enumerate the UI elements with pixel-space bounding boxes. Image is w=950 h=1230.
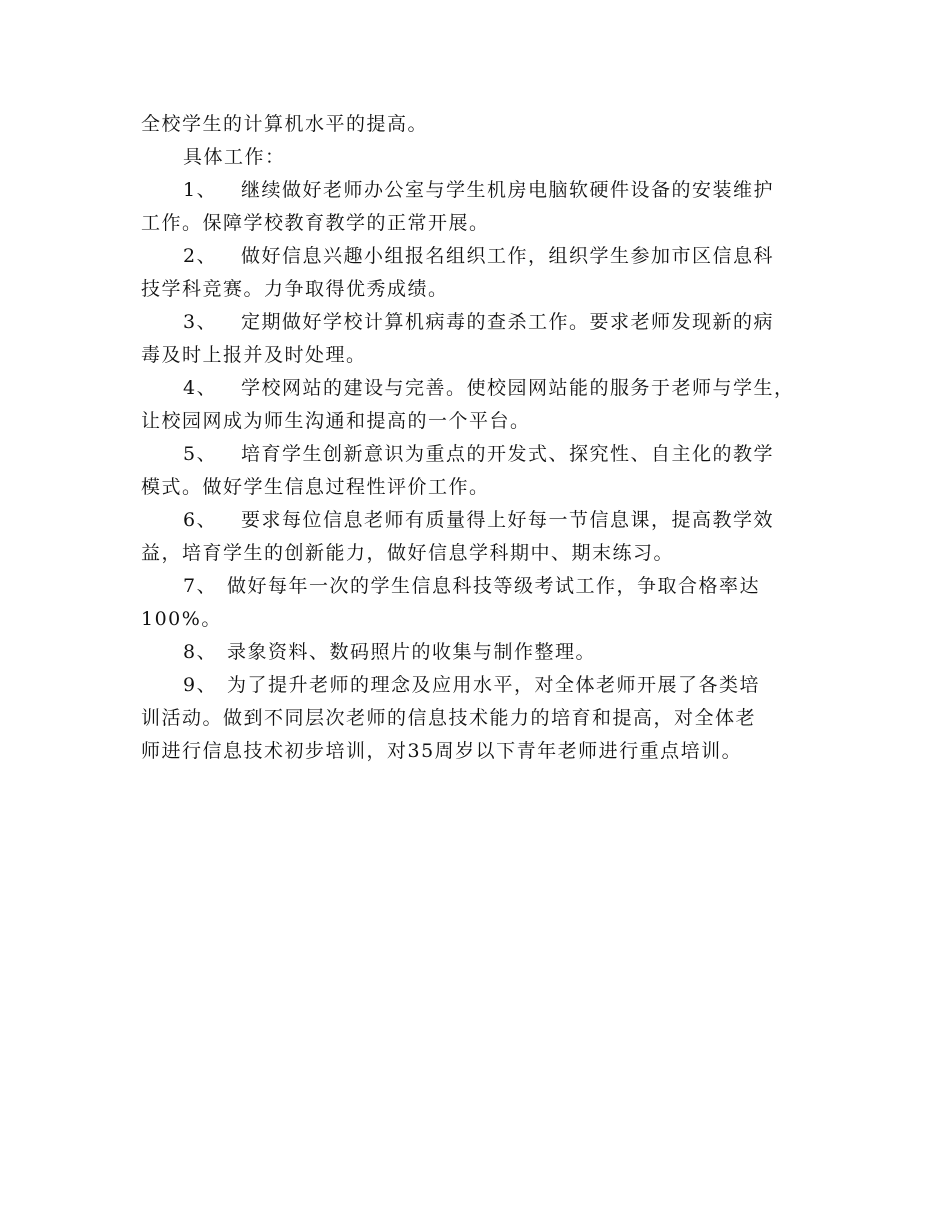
list-item-2-continuation xyxy=(141,273,449,305)
list-item-text: 为了提升老师的理念及应用水平，对全体老师开展了各类培 xyxy=(227,674,761,696)
list-item-number: 1、 xyxy=(183,179,218,201)
list-item-number: 9、 xyxy=(183,674,218,696)
list-item-5 xyxy=(141,438,774,470)
list-item-text: 培育学生创新意识为重点的开发式、探究性、自主化的教学 xyxy=(241,443,775,465)
list-item-text: 训活动。做到不同层次老师的信息技术能力的培育和提高，对全体老 xyxy=(141,707,757,729)
list-item-text: 做好信息兴趣小组报名组织工作，组织学生参加市区信息科 xyxy=(241,245,775,267)
list-item-number: 5、 xyxy=(183,443,218,465)
list-item-5-continuation xyxy=(141,471,490,503)
list-item-4-continuation xyxy=(141,405,531,437)
list-item-text: 学校网站的建设与完善。使校园网站能的服务于老师与学生， xyxy=(241,377,795,399)
list-item-1 xyxy=(141,174,774,206)
section-heading xyxy=(141,141,286,173)
list-item-number: 8、 xyxy=(183,641,218,663)
list-item-text: 录象资料、数码照片的收集与制作整理。 xyxy=(227,641,597,663)
list-item-text: 要求每位信息老师有质量得上好每一节信息课，提高教学效 xyxy=(241,509,775,531)
list-item-text: 师进行信息技术初步培训，对35周岁以下青年老师进行重点培训。 xyxy=(141,740,743,762)
list-item-number: 7、 xyxy=(183,575,218,597)
list-item-2 xyxy=(141,240,774,272)
list-item-text: 定期做好学校计算机病毒的查杀工作。要求老师发现新的病 xyxy=(241,311,775,333)
list-item-8 xyxy=(141,636,596,668)
list-item-6-continuation xyxy=(141,537,674,569)
list-item-text: 技学科竞赛。力争取得优秀成绩。 xyxy=(141,278,449,300)
list-item-text: 工作。保障学校教育教学的正常开展。 xyxy=(141,212,490,234)
list-item-9 xyxy=(141,669,760,701)
list-item-number: 2、 xyxy=(183,245,218,267)
list-item-number: 6、 xyxy=(183,509,218,531)
list-item-4 xyxy=(141,372,795,404)
heading-text: 具体工作： xyxy=(183,146,286,168)
list-item-text: 益，培育学生的创新能力，做好信息学科期中、期末练习。 xyxy=(141,542,675,564)
list-item-text: 模式。做好学生信息过程性评价工作。 xyxy=(141,476,490,498)
list-item-7 xyxy=(141,570,760,602)
intro-text: 全校学生的计算机水平的提高。 xyxy=(141,113,429,135)
list-item-text: 毒及时上报并及时处理。 xyxy=(141,344,367,366)
list-item-text: 做好每年一次的学生信息科技等级考试工作，争取合格率达 xyxy=(227,575,761,597)
intro-line xyxy=(141,108,428,140)
list-item-3-continuation xyxy=(141,339,367,371)
list-item-text: 100%。 xyxy=(141,608,222,630)
list-item-3 xyxy=(141,306,774,338)
list-item-9-continuation-2 xyxy=(141,735,742,767)
list-item-number: 3、 xyxy=(183,311,218,333)
list-item-text: 继续做好老师办公室与学生机房电脑软硬件设备的安装维护 xyxy=(241,179,775,201)
list-item-7-continuation xyxy=(141,603,222,635)
list-item-6 xyxy=(141,504,774,536)
list-item-number: 4、 xyxy=(183,377,218,399)
list-item-1-continuation xyxy=(141,207,490,239)
list-item-9-continuation xyxy=(141,702,756,734)
list-item-text: 让校园网成为师生沟通和提高的一个平台。 xyxy=(141,410,531,432)
